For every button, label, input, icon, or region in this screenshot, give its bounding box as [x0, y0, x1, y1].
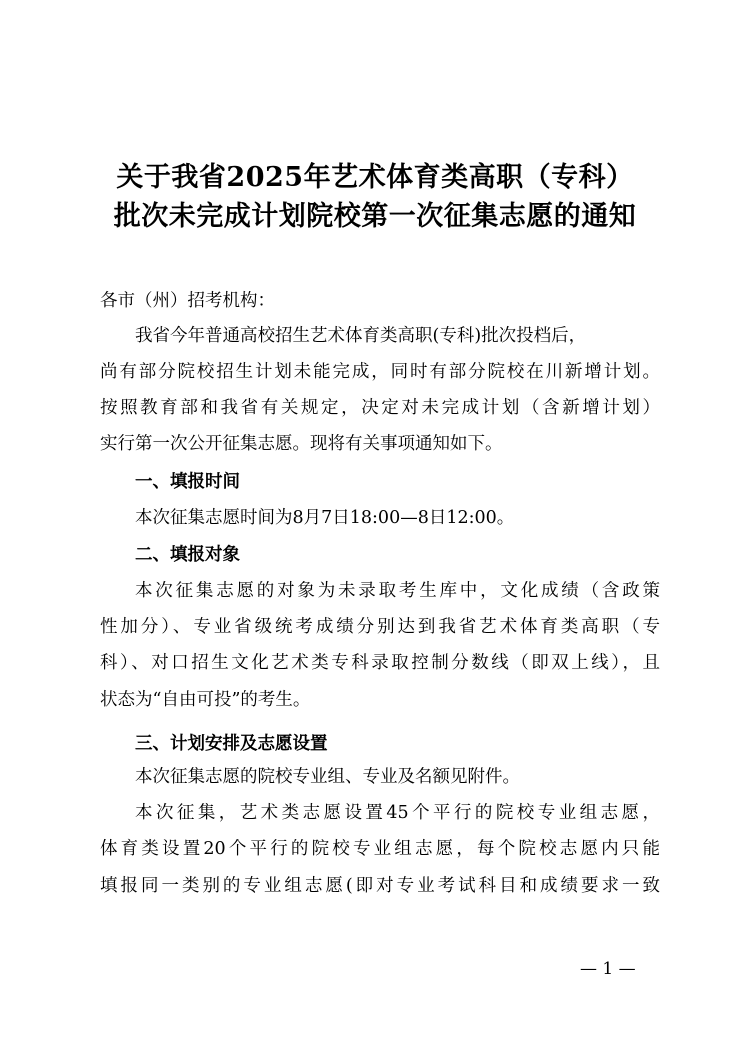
paragraph-line: 填报同一类别的专业组志愿(即对专业考试科目和成绩要求一致	[100, 876, 660, 896]
paragraph-line: 尚有部分院校招生计划未能完成，同时有部分院校在川新增计划。	[100, 362, 660, 382]
salutation: 各市（州）招考机构：	[100, 291, 275, 311]
paragraph-line: 状态为“自由可投”的考生。	[100, 690, 311, 710]
paragraph-line: 实行第一次公开征集志愿。现将有关事项通知如下。	[100, 434, 503, 454]
document-title-line-1: 关于我省2025年艺术体育类高职（专科）	[116, 162, 634, 193]
paragraph-line: 性加分）、专业省级统考成绩分别达到我省艺术体育类高职（专	[100, 617, 660, 637]
paragraph-line: 本次征集，艺术类志愿设置45个平行的院校专业组志愿，	[135, 803, 660, 823]
paragraph-line: 我省今年普通高校招生艺术体育类高职(专科)批次投档后，	[135, 326, 587, 346]
paragraph-line: 按照教育部和我省有关规定，决定对未完成计划（含新增计划）	[100, 398, 660, 418]
section-heading-target: 二、填报对象	[135, 545, 240, 565]
document-title-line-2: 批次未完成计划院校第一次征集志愿的通知	[113, 201, 637, 232]
paragraph-line: 本次征集志愿的对象为未录取考生库中，文化成绩（含政策	[135, 581, 660, 601]
paragraph-line: 体育类设置20个平行的院校专业组志愿，每个院校志愿内只能	[100, 839, 660, 859]
paragraph-line: 本次征集志愿的院校专业组、专业及名额见附件。	[135, 767, 520, 787]
paragraph-line: 科）、对口招生文化艺术类专科录取控制分数线（即双上线），且	[100, 653, 660, 673]
paragraph-line: 本次征集志愿时间为8月7日18:00—8日12:00。	[135, 508, 515, 528]
section-heading-plan: 三、计划安排及志愿设置	[135, 734, 328, 754]
page-number: — 1 —	[580, 959, 636, 979]
section-heading-time: 一、填报时间	[135, 472, 240, 492]
